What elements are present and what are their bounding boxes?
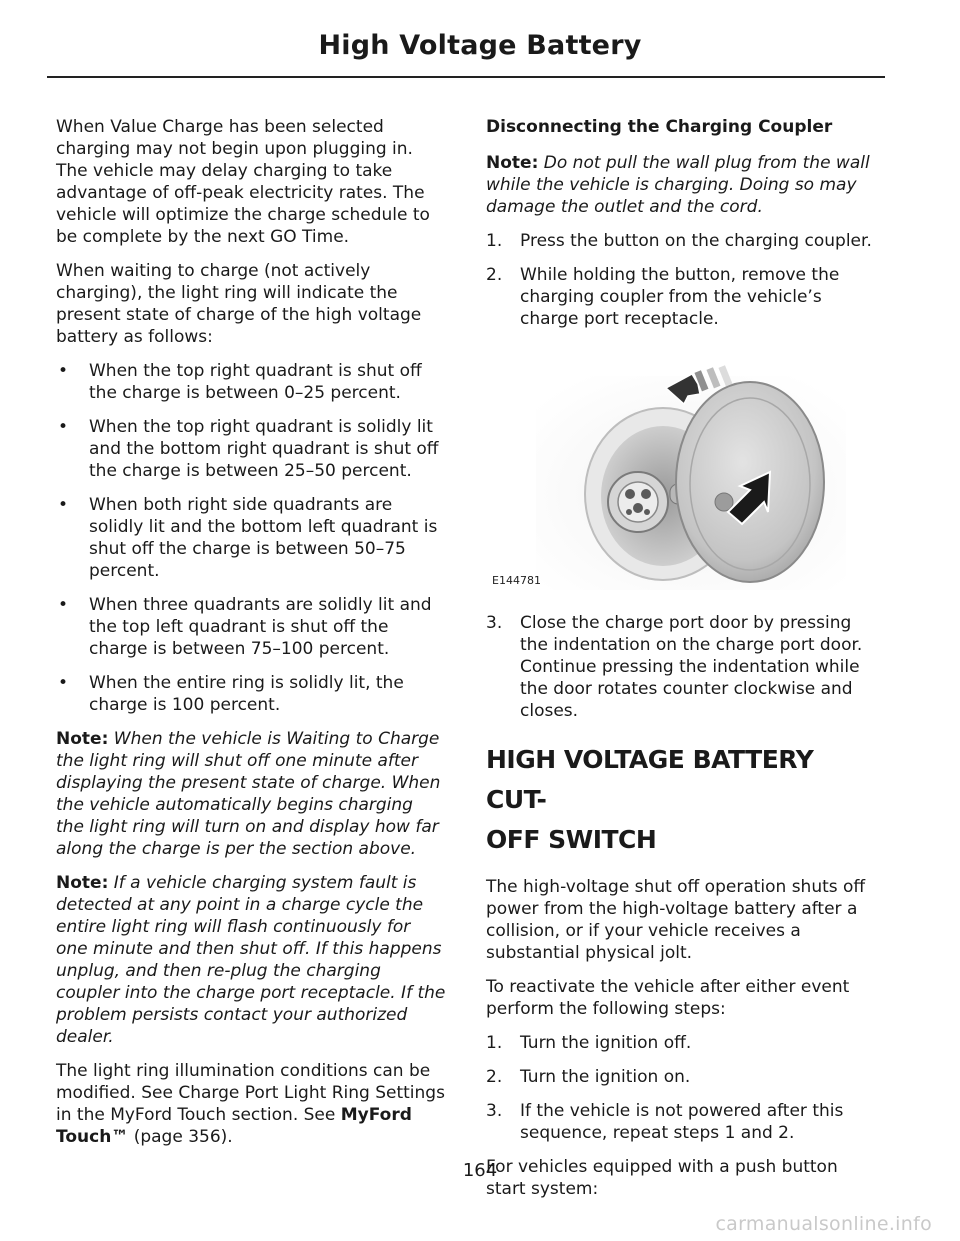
bullet-text: When the entire ring is solidly lit, the charge is 100 percent. bbox=[89, 673, 404, 715]
step-text: Press the button on the charging coupler. bbox=[520, 231, 872, 251]
step-item bbox=[486, 1066, 876, 1088]
step-number: 2. bbox=[486, 265, 503, 285]
step-text: If the vehicle is not powered after this sequence, repeat steps 1 and 2. bbox=[520, 1101, 844, 1143]
bullet-text: When three quadrants are solidly lit and the top left quadrant is shut off the charge is between 75–100 percent. bbox=[89, 595, 432, 659]
right-column bbox=[486, 116, 876, 1212]
paragraph-light-ring-settings bbox=[56, 1060, 446, 1148]
note-label: Note: bbox=[56, 729, 109, 749]
list-item bbox=[56, 416, 446, 482]
bullet-mark: • bbox=[58, 595, 69, 615]
note-waiting-to-charge bbox=[56, 728, 446, 860]
charge-port-illustration bbox=[488, 344, 860, 596]
page-number: 164 bbox=[462, 1160, 498, 1181]
paragraph-reactivate: To reactivate the vehicle after either event perform the following steps: bbox=[486, 977, 850, 1019]
subheading-disconnecting: Disconnecting the Charging Coupler bbox=[486, 117, 833, 137]
section-heading-line: OFF SWITCH bbox=[486, 825, 657, 854]
page-reference: (page 356). bbox=[128, 1127, 233, 1147]
paragraph-text: The light ring illumination conditions can be modified. See Charge Port Light Ring Settings in the MyFord Touch section. See bbox=[56, 1061, 445, 1125]
paragraph-waiting-to-charge: When waiting to charge (not actively charging), the light ring will indicate the present state of charge of the high voltage battery as follows: bbox=[56, 261, 422, 347]
list-item bbox=[56, 594, 446, 660]
list-item bbox=[56, 494, 446, 582]
step-item bbox=[486, 230, 876, 252]
note-label: Note: bbox=[56, 873, 109, 893]
figure-code: E144781 bbox=[492, 574, 541, 587]
note-text: Do not pull the wall plug from the wall while the vehicle is charging. Doing so may damage the outlet and the cord. bbox=[486, 153, 870, 217]
step-text: While holding the button, remove the charging coupler from the vehicle’s charge port receptacle. bbox=[520, 265, 840, 329]
myford-touch-link[interactable]: MyFord Touch™ bbox=[56, 1105, 412, 1147]
section-heading-cutoff-switch bbox=[486, 740, 876, 860]
note-text: If a vehicle charging system fault is detected at any point in a charge cycle the entire light ring will flash continuously for one minute and then shut off. If this happens unplug, and then re-plug the charging coupler into the charge port receptacle. If the problem persists contact your authorized dealer. bbox=[56, 873, 446, 1047]
step-item bbox=[486, 1032, 876, 1054]
note-text: When the vehicle is Waiting to Charge the light ring will shut off one minute after displaying the present state of charge. When the vehicle automatically begins charging the light ring will turn on and display how far along the charge is per the section above. bbox=[56, 729, 441, 859]
paragraph-value-charge: When Value Charge has been selected charging may not begin upon plugging in. The vehicle may delay charging to take advantage of off-peak electricity rates. The vehicle will optimize the charge schedule to be complete by the next GO Time. bbox=[56, 117, 430, 247]
step-item bbox=[486, 264, 876, 330]
note-charging-fault bbox=[56, 872, 446, 1048]
step-item bbox=[486, 612, 876, 722]
step-number: 3. bbox=[486, 1101, 503, 1121]
bullet-mark: • bbox=[58, 495, 69, 515]
note-wall-plug bbox=[486, 152, 876, 218]
watermark-text: carmanualsonline.info bbox=[715, 1213, 932, 1235]
note-label: Note: bbox=[486, 153, 539, 173]
list-item bbox=[56, 360, 446, 404]
bullet-mark: • bbox=[58, 361, 69, 381]
list-item bbox=[56, 672, 446, 716]
paragraph-push-button-start: For vehicles equipped with a push button start system: bbox=[486, 1157, 838, 1199]
bullet-text: When the top right quadrant is shut off the charge is between 0–25 percent. bbox=[89, 361, 422, 403]
bullet-mark: • bbox=[58, 673, 69, 693]
step-item bbox=[486, 1100, 876, 1144]
charge-port-drawing bbox=[488, 344, 860, 596]
bullet-text: When both right side quadrants are solidly lit and the bottom left quadrant is shut off the charge is between 50–75 percent. bbox=[89, 495, 438, 581]
bullet-mark: • bbox=[58, 417, 69, 437]
paragraph-shut-off-operation: The high-voltage shut off operation shuts off power from the high-voltage battery after a collision, or if your vehicle receives a substantial physical jolt. bbox=[486, 877, 866, 963]
step-text: Close the charge port door by pressing the indentation on the charge port door. Continue pressing the indentation while the door rotates counter clockwise and closes. bbox=[520, 613, 863, 721]
step-text: Turn the ignition off. bbox=[520, 1033, 692, 1053]
step-number: 3. bbox=[486, 613, 503, 633]
title-divider bbox=[47, 76, 885, 78]
page-title: High Voltage Battery bbox=[318, 30, 642, 61]
section-heading-line: HIGH VOLTAGE BATTERY CUT- bbox=[486, 745, 814, 814]
left-column bbox=[56, 116, 446, 1160]
bullet-text: When the top right quadrant is solidly lit and the bottom right quadrant is shut off the charge is between 25–50 percent. bbox=[89, 417, 439, 481]
step-number: 2. bbox=[486, 1067, 503, 1087]
step-number: 1. bbox=[486, 1033, 503, 1053]
step-number: 1. bbox=[486, 231, 503, 251]
step-text: Turn the ignition on. bbox=[520, 1067, 691, 1087]
